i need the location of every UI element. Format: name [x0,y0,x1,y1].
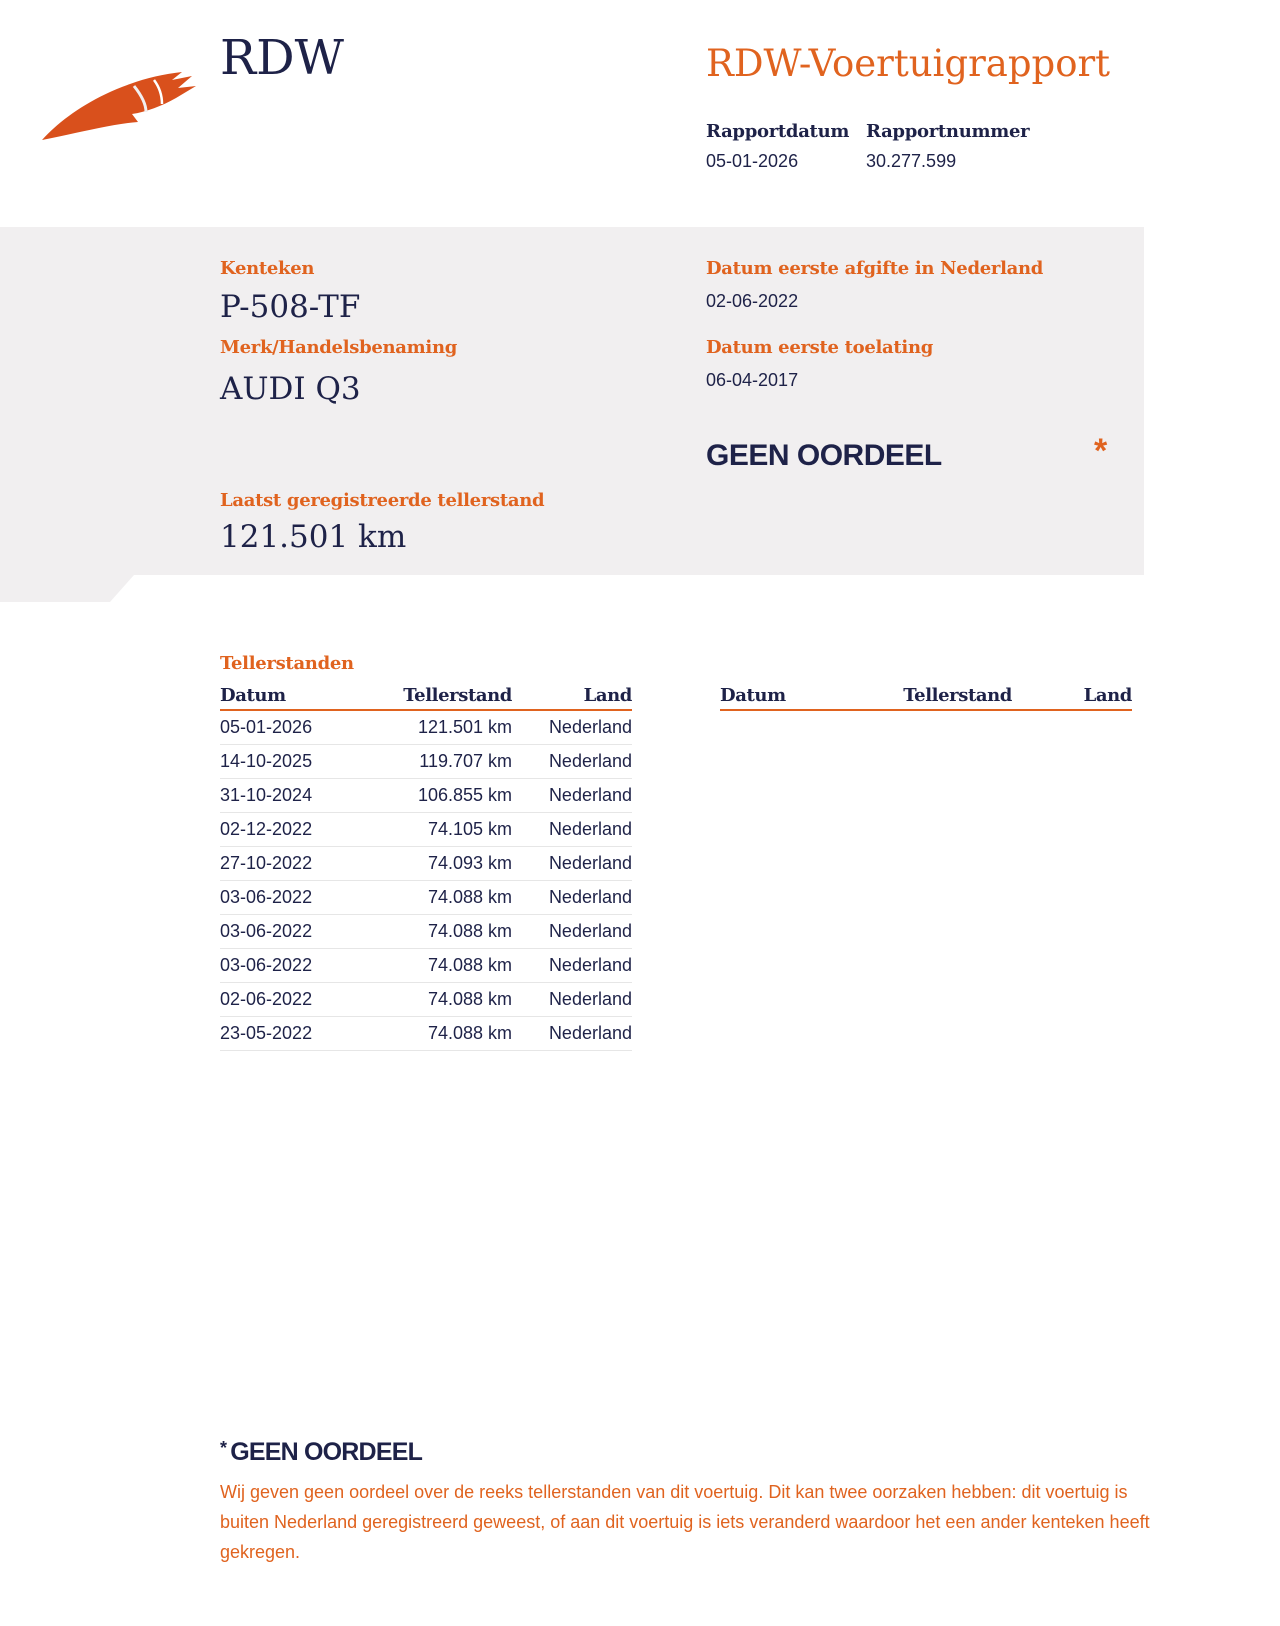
report-date-label: Rapportdatum [706,121,850,142]
column-header-reading: Tellerstand [370,680,512,710]
row-date: 03-06-2022 [220,881,370,915]
last-odometer-label: Laatst geregistreerde tellerstand [220,490,545,511]
first-nl-value: 02-06-2022 [706,291,799,311]
row-country: Nederland [512,949,632,983]
row-date: 03-06-2022 [220,949,370,983]
row-reading: 74.105 km [370,813,512,847]
table-row [220,881,632,915]
row-date: 23-05-2022 [220,1017,370,1051]
table-row [220,915,632,949]
row-reading: 74.088 km [370,881,512,915]
make-label: Merk/Handelsbenaming [220,337,458,358]
row-date: 05-01-2026 [220,710,370,745]
plate-label: Kenteken [220,258,315,279]
verdict-text: GEEN OORDEEL [706,439,942,472]
odometer-table [220,680,632,1051]
row-country: Nederland [512,779,632,813]
table-row [220,1017,632,1051]
row-date: 02-06-2022 [220,983,370,1017]
report-date-value: 05-01-2026 [706,151,799,171]
rdw-logo-icon [42,62,197,144]
table-row [220,710,632,745]
row-reading: 74.088 km [370,1017,512,1051]
footnote-title [220,1438,422,1467]
row-date: 27-10-2022 [220,847,370,881]
column-header-country: Land [1012,680,1132,710]
verdict-footnote-marker: * [1094,432,1108,470]
last-odometer-value: 121.501 km [220,519,407,555]
table-row [220,847,632,881]
column-header-country: Land [512,680,632,710]
first-admission-value: 06-04-2017 [706,370,799,390]
row-date: 02-12-2022 [220,813,370,847]
row-date: 31-10-2024 [220,779,370,813]
row-country: Nederland [512,710,632,745]
footnote-marker: * [220,1438,227,1458]
row-country: Nederland [512,1017,632,1051]
table-row [220,949,632,983]
report-number-label: Rapportnummer [866,121,1030,142]
brand-name: RDW [220,30,344,86]
row-reading: 74.088 km [370,949,512,983]
row-reading: 74.088 km [370,915,512,949]
vehicle-summary-panel [0,227,1144,602]
row-country: Nederland [512,915,632,949]
row-date: 03-06-2022 [220,915,370,949]
row-reading: 106.855 km [370,779,512,813]
row-country: Nederland [512,813,632,847]
row-country: Nederland [512,983,632,1017]
report-title: RDW-Voertuigrapport [706,42,1111,85]
odometer-table-header [720,680,1132,710]
footnote-text: Wij geven geen oordeel over de reeks tellerstanden van dit voertuig. Dit kan twee oorzaken hebben: dit voertuig is buiten Nederland geregistreerd geweest, of aan dit voertuig is iets veranderd waardoor het een ander kenteken heeft gekregen. [220,1482,1150,1562]
table-row [220,745,632,779]
row-reading: 119.707 km [370,745,512,779]
first-admission-label: Datum eerste toelating [706,337,934,358]
table-row [220,813,632,847]
table-row [220,779,632,813]
odometer-table-header [220,680,632,710]
report-number-value: 30.277.599 [866,151,957,171]
column-header-reading: Tellerstand [870,680,1012,710]
row-country: Nederland [512,881,632,915]
row-date: 14-10-2025 [220,745,370,779]
table-row [220,983,632,1017]
column-header-date: Datum [220,680,370,710]
plate-value: P-508-TF [220,289,361,325]
row-reading: 74.088 km [370,983,512,1017]
make-value: AUDI Q3 [220,371,361,407]
row-country: Nederland [512,745,632,779]
column-header-date: Datum [720,680,870,710]
odometer-table-right [720,680,1132,711]
row-country: Nederland [512,847,632,881]
row-reading: 121.501 km [370,710,512,745]
odometer-section-title: Tellerstanden [220,653,354,674]
row-reading: 74.093 km [370,847,512,881]
first-nl-label: Datum eerste afgifte in Nederland [706,258,1044,279]
footnote-title-text: GEEN OORDEEL [230,1438,423,1466]
